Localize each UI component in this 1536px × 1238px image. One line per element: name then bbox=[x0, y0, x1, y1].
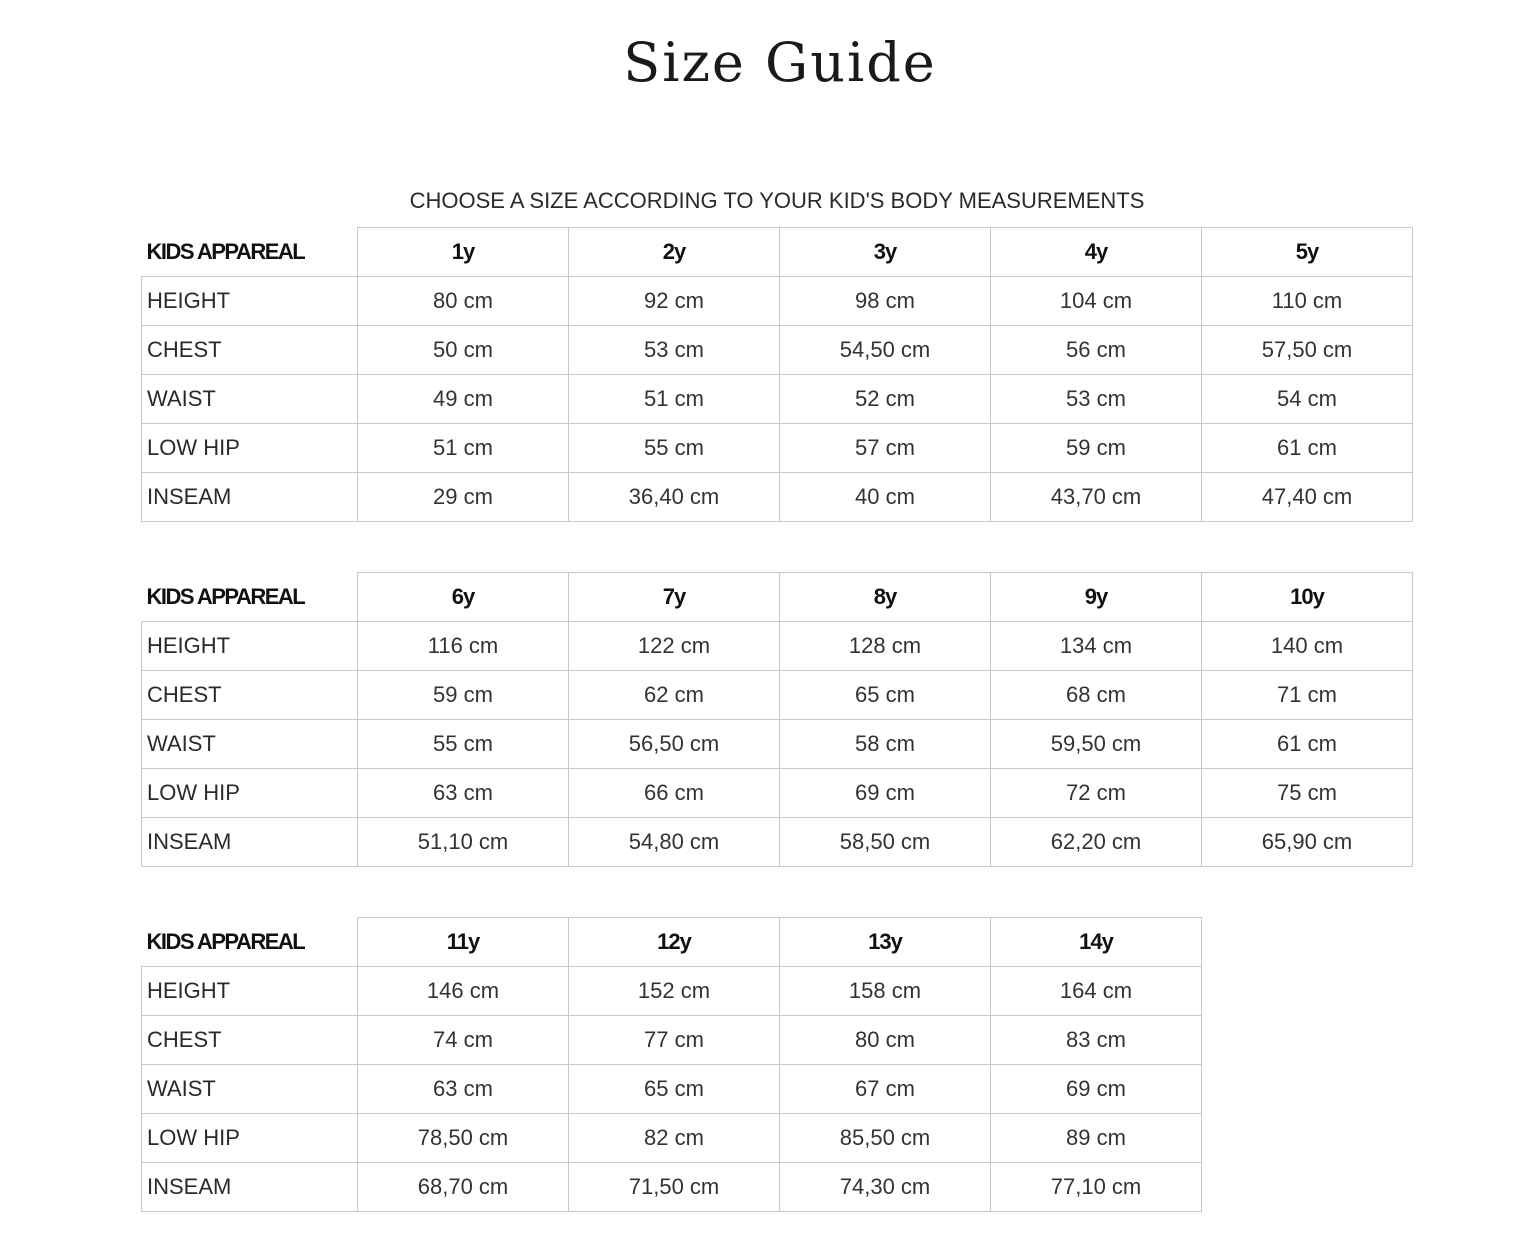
measurement-value: 69 cm bbox=[780, 769, 991, 818]
measurement-value: 146 cm bbox=[358, 967, 569, 1016]
measurement-value: 80 cm bbox=[780, 1016, 991, 1065]
size-table-1 bbox=[141, 227, 1413, 522]
measurement-value: 59 cm bbox=[358, 671, 569, 720]
measurement-value: 104 cm bbox=[991, 277, 1202, 326]
table-row bbox=[142, 326, 1413, 375]
size-column-header: 12y bbox=[569, 918, 780, 967]
measurement-value: 68,70 cm bbox=[358, 1163, 569, 1212]
measurement-value: 77,10 cm bbox=[991, 1163, 1202, 1212]
page-title: Size Guide bbox=[623, 31, 937, 94]
table-row bbox=[142, 1163, 1202, 1212]
measurement-value: 65 cm bbox=[780, 671, 991, 720]
measurement-label: HEIGHT bbox=[142, 967, 358, 1016]
table-row bbox=[142, 720, 1413, 769]
table-row bbox=[142, 1114, 1202, 1163]
measurement-value: 43,70 cm bbox=[991, 473, 1202, 522]
measurement-value: 66 cm bbox=[569, 769, 780, 818]
measurement-value: 134 cm bbox=[991, 622, 1202, 671]
size-column-header: 5y bbox=[1202, 228, 1413, 277]
measurement-value: 74 cm bbox=[358, 1016, 569, 1065]
table-header-label: KIDS APPAREAL bbox=[142, 228, 358, 277]
table-row bbox=[142, 277, 1413, 326]
measurement-value: 128 cm bbox=[780, 622, 991, 671]
measurement-value: 50 cm bbox=[358, 326, 569, 375]
measurement-label: WAIST bbox=[142, 720, 358, 769]
measurement-value: 52 cm bbox=[780, 375, 991, 424]
measurement-label: WAIST bbox=[142, 1065, 358, 1114]
table-header-label: KIDS APPAREAL bbox=[142, 573, 358, 622]
measurement-value: 65 cm bbox=[569, 1065, 780, 1114]
measurement-value: 152 cm bbox=[569, 967, 780, 1016]
measurement-value: 77 cm bbox=[569, 1016, 780, 1065]
measurement-value: 158 cm bbox=[780, 967, 991, 1016]
measurement-value: 57 cm bbox=[780, 424, 991, 473]
measurement-value: 92 cm bbox=[569, 277, 780, 326]
measurement-label: WAIST bbox=[142, 375, 358, 424]
measurement-value: 71 cm bbox=[1202, 671, 1413, 720]
size-column-header: 10y bbox=[1202, 573, 1413, 622]
table-row bbox=[142, 967, 1202, 1016]
table-row bbox=[142, 375, 1413, 424]
table-row bbox=[142, 1016, 1202, 1065]
measurement-value: 56 cm bbox=[991, 326, 1202, 375]
measurement-value: 47,40 cm bbox=[1202, 473, 1413, 522]
measurement-label: LOW HIP bbox=[142, 769, 358, 818]
measurement-value: 75 cm bbox=[1202, 769, 1413, 818]
measurement-value: 59 cm bbox=[991, 424, 1202, 473]
measurement-value: 51,10 cm bbox=[358, 818, 569, 867]
measurement-value: 62 cm bbox=[569, 671, 780, 720]
measurement-label: INSEAM bbox=[142, 473, 358, 522]
measurement-label: HEIGHT bbox=[142, 277, 358, 326]
measurement-label: CHEST bbox=[142, 1016, 358, 1065]
measurement-value: 78,50 cm bbox=[358, 1114, 569, 1163]
table-row bbox=[142, 1065, 1202, 1114]
measurement-value: 65,90 cm bbox=[1202, 818, 1413, 867]
measurement-label: HEIGHT bbox=[142, 622, 358, 671]
measurement-label: INSEAM bbox=[142, 818, 358, 867]
size-column-header: 9y bbox=[991, 573, 1202, 622]
size-column-header: 14y bbox=[991, 918, 1202, 967]
size-column-header: 13y bbox=[780, 918, 991, 967]
measurement-value: 61 cm bbox=[1202, 424, 1413, 473]
table-row bbox=[142, 473, 1413, 522]
measurement-value: 74,30 cm bbox=[780, 1163, 991, 1212]
measurement-value: 58 cm bbox=[780, 720, 991, 769]
measurement-value: 49 cm bbox=[358, 375, 569, 424]
measurement-value: 54,50 cm bbox=[780, 326, 991, 375]
measurement-value: 85,50 cm bbox=[780, 1114, 991, 1163]
size-column-header: 4y bbox=[991, 228, 1202, 277]
measurement-value: 57,50 cm bbox=[1202, 326, 1413, 375]
size-column-header: 7y bbox=[569, 573, 780, 622]
measurement-value: 71,50 cm bbox=[569, 1163, 780, 1212]
table-header-row bbox=[142, 573, 1413, 622]
table-row bbox=[142, 671, 1413, 720]
size-guide-subtitle: CHOOSE A SIZE ACCORDING TO YOUR KID'S BODY MEASUREMENTS bbox=[409, 188, 1145, 213]
table-row bbox=[142, 769, 1413, 818]
measurement-label: LOW HIP bbox=[142, 424, 358, 473]
measurement-label: CHEST bbox=[142, 326, 358, 375]
size-column-header: 1y bbox=[358, 228, 569, 277]
measurement-value: 29 cm bbox=[358, 473, 569, 522]
measurement-value: 98 cm bbox=[780, 277, 991, 326]
measurement-value: 54,80 cm bbox=[569, 818, 780, 867]
measurement-value: 116 cm bbox=[358, 622, 569, 671]
measurement-value: 110 cm bbox=[1202, 277, 1413, 326]
table-row bbox=[142, 818, 1413, 867]
measurement-value: 122 cm bbox=[569, 622, 780, 671]
measurement-label: INSEAM bbox=[142, 1163, 358, 1212]
measurement-label: LOW HIP bbox=[142, 1114, 358, 1163]
measurement-value: 140 cm bbox=[1202, 622, 1413, 671]
measurement-value: 67 cm bbox=[780, 1065, 991, 1114]
measurement-value: 40 cm bbox=[780, 473, 991, 522]
measurement-value: 53 cm bbox=[991, 375, 1202, 424]
measurement-value: 62,20 cm bbox=[991, 818, 1202, 867]
measurement-value: 63 cm bbox=[358, 1065, 569, 1114]
measurement-value: 72 cm bbox=[991, 769, 1202, 818]
size-column-header: 8y bbox=[780, 573, 991, 622]
measurement-value: 68 cm bbox=[991, 671, 1202, 720]
size-column-header: 6y bbox=[358, 573, 569, 622]
measurement-value: 80 cm bbox=[358, 277, 569, 326]
measurement-label: CHEST bbox=[142, 671, 358, 720]
measurement-value: 59,50 cm bbox=[991, 720, 1202, 769]
table-row bbox=[142, 622, 1413, 671]
table-header-label: KIDS APPAREAL bbox=[142, 918, 358, 967]
measurement-value: 53 cm bbox=[569, 326, 780, 375]
measurement-value: 58,50 cm bbox=[780, 818, 991, 867]
measurement-value: 55 cm bbox=[569, 424, 780, 473]
table-header-row bbox=[142, 918, 1202, 967]
table-header-row bbox=[142, 228, 1413, 277]
size-column-header: 3y bbox=[780, 228, 991, 277]
measurement-value: 54 cm bbox=[1202, 375, 1413, 424]
measurement-value: 56,50 cm bbox=[569, 720, 780, 769]
measurement-value: 63 cm bbox=[358, 769, 569, 818]
measurement-value: 51 cm bbox=[358, 424, 569, 473]
size-column-header: 11y bbox=[358, 918, 569, 967]
measurement-value: 89 cm bbox=[991, 1114, 1202, 1163]
measurement-value: 83 cm bbox=[991, 1016, 1202, 1065]
size-column-header: 2y bbox=[569, 228, 780, 277]
measurement-value: 51 cm bbox=[569, 375, 780, 424]
measurement-value: 69 cm bbox=[991, 1065, 1202, 1114]
measurement-value: 55 cm bbox=[358, 720, 569, 769]
size-table-2 bbox=[141, 572, 1413, 867]
measurement-value: 61 cm bbox=[1202, 720, 1413, 769]
size-table-3 bbox=[141, 917, 1202, 1212]
measurement-value: 36,40 cm bbox=[569, 473, 780, 522]
measurement-value: 164 cm bbox=[991, 967, 1202, 1016]
measurement-value: 82 cm bbox=[569, 1114, 780, 1163]
table-row bbox=[142, 424, 1413, 473]
